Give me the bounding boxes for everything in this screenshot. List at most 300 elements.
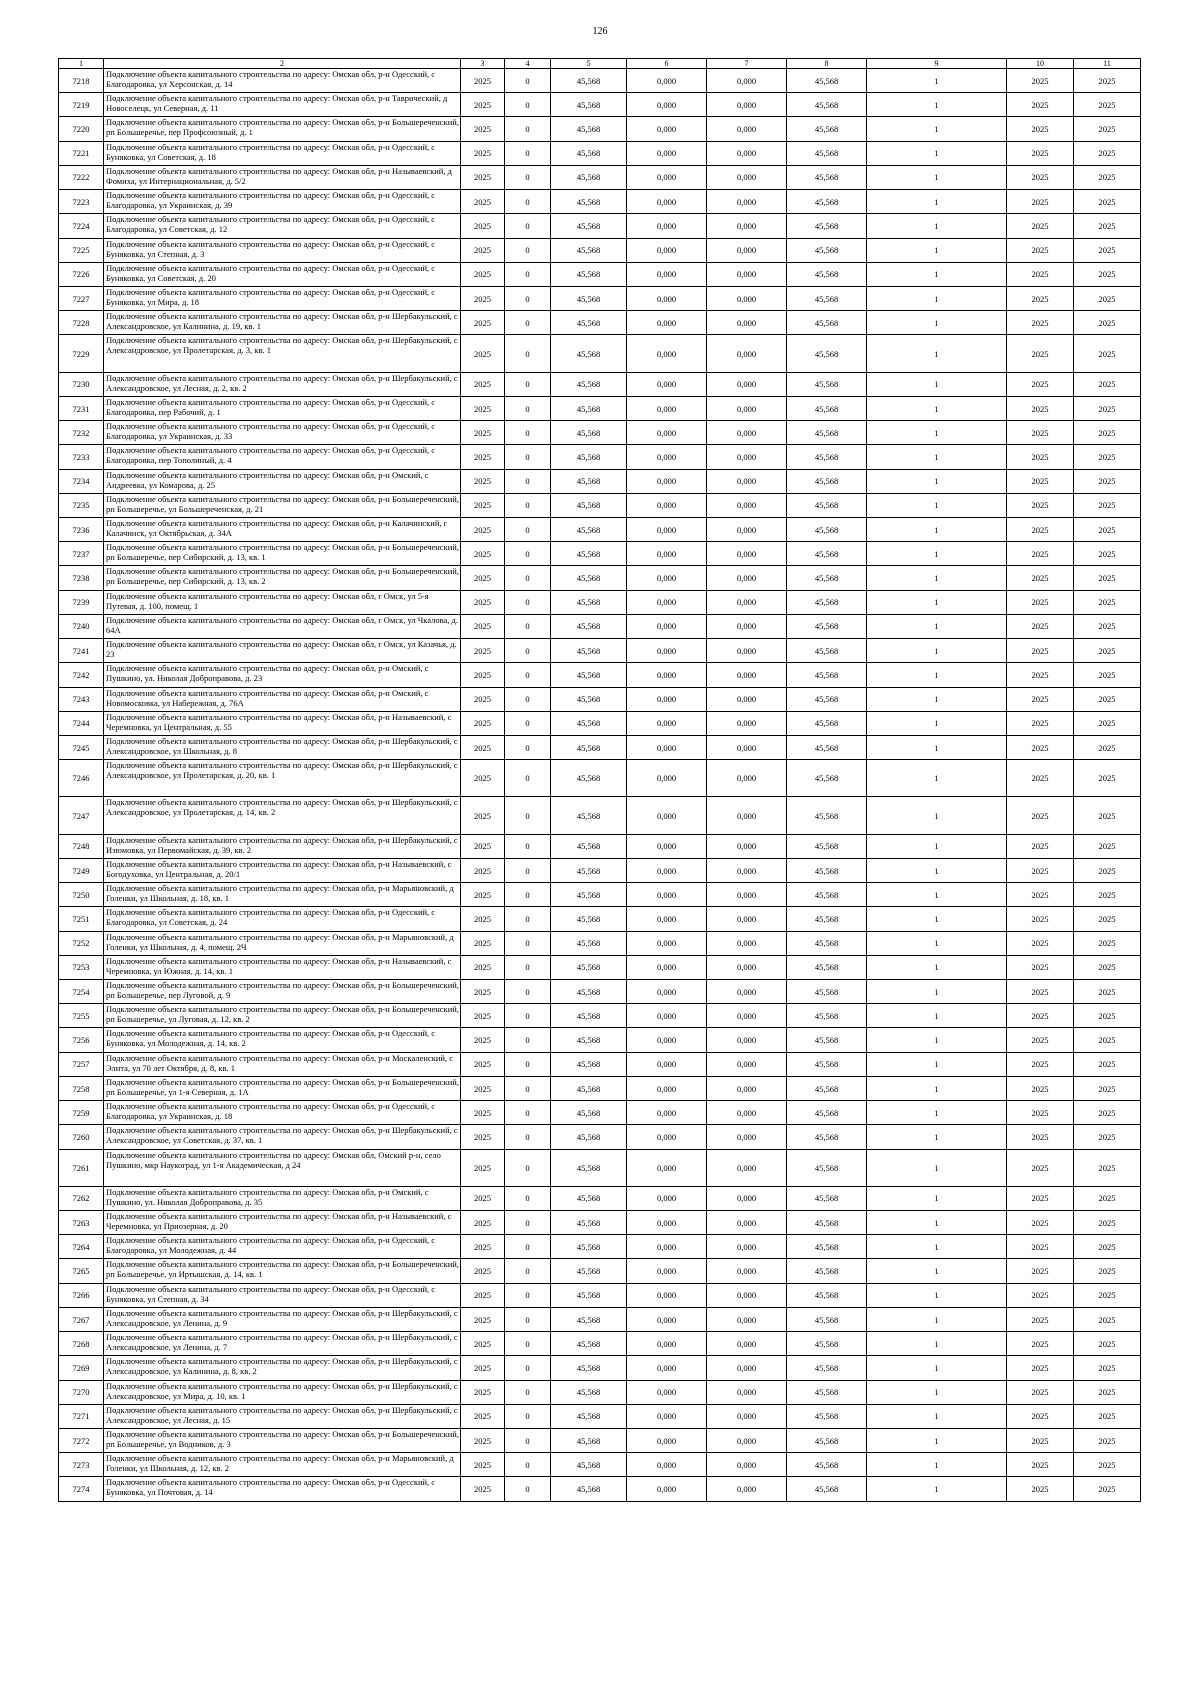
value-cell: 0,000 — [627, 980, 707, 1004]
value-cell: 0,000 — [627, 955, 707, 979]
value-cell: 0 — [505, 117, 551, 141]
row-number-cell: 7266 — [59, 1283, 104, 1307]
count-cell: 1 — [867, 190, 1007, 214]
description-cell: Подключение объекта капитального строительства по адресу: Омская обл, р-н Называевский, с Черемновка, ул Центральная, д. 55 — [104, 711, 461, 735]
count-cell: 1 — [867, 1283, 1007, 1307]
year-cell: 2025 — [461, 542, 505, 566]
value-cell: 45,568 — [787, 1186, 867, 1210]
row-number-cell: 7248 — [59, 834, 104, 858]
year-cell: 2025 — [1074, 1101, 1141, 1125]
table-row — [59, 931, 1141, 955]
count-cell: 1 — [867, 69, 1007, 93]
year-cell: 2025 — [1074, 797, 1141, 834]
row-number-cell: 7261 — [59, 1149, 104, 1186]
value-cell: 0,000 — [707, 1028, 787, 1052]
row-number-cell: 7272 — [59, 1429, 104, 1453]
value-cell: 45,568 — [787, 1429, 867, 1453]
value-cell: 0,000 — [707, 1149, 787, 1186]
value-cell: 0,000 — [627, 614, 707, 638]
value-cell: 0 — [505, 396, 551, 420]
value-cell: 0,000 — [627, 907, 707, 931]
value-cell: 0,000 — [627, 1404, 707, 1428]
count-cell: 1 — [867, 445, 1007, 469]
value-cell: 0 — [505, 1028, 551, 1052]
row-number-cell: 7235 — [59, 493, 104, 517]
description-cell: Подключение объекта капитального строительства по адресу: Омская обл, р-н Омский, с Пушкино, ул. Николая Доброправова, д. 23 — [104, 663, 461, 687]
value-cell: 0,000 — [707, 980, 787, 1004]
value-cell: 45,568 — [787, 566, 867, 590]
value-cell: 45,568 — [787, 1356, 867, 1380]
value-cell: 45,568 — [787, 93, 867, 117]
count-cell: 1 — [867, 517, 1007, 541]
table-row — [59, 69, 1141, 93]
year-cell: 2025 — [1007, 262, 1074, 286]
count-cell: 1 — [867, 834, 1007, 858]
value-cell: 45,568 — [551, 493, 627, 517]
row-number-cell: 7267 — [59, 1307, 104, 1331]
table-row — [59, 1429, 1141, 1453]
count-cell: 1 — [867, 614, 1007, 638]
value-cell: 0,000 — [707, 1004, 787, 1028]
count-cell: 1 — [867, 1453, 1007, 1477]
count-cell: 1 — [867, 1332, 1007, 1356]
value-cell: 45,568 — [787, 639, 867, 663]
value-cell: 45,568 — [551, 1076, 627, 1100]
year-cell: 2025 — [461, 797, 505, 834]
value-cell: 0,000 — [707, 907, 787, 931]
table-row — [59, 93, 1141, 117]
value-cell: 45,568 — [551, 687, 627, 711]
year-cell: 2025 — [1007, 931, 1074, 955]
value-cell: 45,568 — [551, 1380, 627, 1404]
year-cell: 2025 — [1007, 372, 1074, 396]
description-cell: Подключение объекта капитального строительства по адресу: Омская обл, р-н Шербакульский, с Александровское, ул Мира, д. 10, кв. 1 — [104, 1380, 461, 1404]
value-cell: 45,568 — [551, 1332, 627, 1356]
year-cell: 2025 — [1007, 1453, 1074, 1477]
value-cell: 45,568 — [787, 445, 867, 469]
count-cell: 1 — [867, 1076, 1007, 1100]
table-row — [59, 1307, 1141, 1331]
value-cell: 0 — [505, 1211, 551, 1235]
table-row — [59, 286, 1141, 310]
year-cell: 2025 — [461, 858, 505, 882]
value-cell: 45,568 — [787, 735, 867, 759]
value-cell: 45,568 — [787, 141, 867, 165]
row-number-cell: 7264 — [59, 1235, 104, 1259]
year-cell: 2025 — [1007, 286, 1074, 310]
value-cell: 0,000 — [627, 69, 707, 93]
year-cell: 2025 — [1074, 493, 1141, 517]
year-cell: 2025 — [1007, 1052, 1074, 1076]
table-row — [59, 1283, 1141, 1307]
count-cell: 1 — [867, 335, 1007, 372]
value-cell: 0 — [505, 663, 551, 687]
year-cell: 2025 — [461, 760, 505, 797]
column-header: 9 — [867, 59, 1007, 69]
value-cell: 45,568 — [551, 190, 627, 214]
year-cell: 2025 — [461, 1380, 505, 1404]
value-cell: 0,000 — [627, 1076, 707, 1100]
value-cell: 0 — [505, 797, 551, 834]
value-cell: 45,568 — [787, 1076, 867, 1100]
table-row — [59, 421, 1141, 445]
table-row — [59, 834, 1141, 858]
table-row — [59, 1076, 1141, 1100]
value-cell: 45,568 — [551, 311, 627, 335]
description-cell: Подключение объекта капитального строительства по адресу: Омская обл, р-н Шербакульский, с Изюмовка, ул Первомайская, д. 39, кв. 2 — [104, 834, 461, 858]
table-row — [59, 639, 1141, 663]
row-number-cell: 7247 — [59, 797, 104, 834]
year-cell: 2025 — [461, 1186, 505, 1210]
value-cell: 0,000 — [627, 1235, 707, 1259]
description-cell: Подключение объекта капитального строительства по адресу: Омская обл, р-н Одесский, с Буняковка, ул Степная, д. 3 — [104, 238, 461, 262]
column-header: 10 — [1007, 59, 1074, 69]
value-cell: 45,568 — [787, 421, 867, 445]
value-cell: 45,568 — [551, 1028, 627, 1052]
value-cell: 45,568 — [551, 1404, 627, 1428]
count-cell: 1 — [867, 760, 1007, 797]
row-number-cell: 7256 — [59, 1028, 104, 1052]
value-cell: 45,568 — [787, 590, 867, 614]
value-cell: 0,000 — [627, 1307, 707, 1331]
year-cell: 2025 — [461, 1356, 505, 1380]
row-number-cell: 7223 — [59, 190, 104, 214]
row-number-cell: 7221 — [59, 141, 104, 165]
description-cell: Подключение объекта капитального строительства по адресу: Омская обл, р-н Одесский, с Благодаровка, ул Украинская, д. 39 — [104, 190, 461, 214]
year-cell: 2025 — [1007, 1332, 1074, 1356]
value-cell: 0,000 — [627, 687, 707, 711]
year-cell: 2025 — [1007, 980, 1074, 1004]
table-row — [59, 141, 1141, 165]
value-cell: 0,000 — [707, 1076, 787, 1100]
year-cell: 2025 — [1007, 421, 1074, 445]
value-cell: 45,568 — [787, 711, 867, 735]
year-cell: 2025 — [1074, 1211, 1141, 1235]
value-cell: 45,568 — [551, 93, 627, 117]
year-cell: 2025 — [1007, 117, 1074, 141]
value-cell: 0,000 — [627, 639, 707, 663]
year-cell: 2025 — [1074, 1404, 1141, 1428]
row-number-cell: 7233 — [59, 445, 104, 469]
year-cell: 2025 — [1074, 760, 1141, 797]
value-cell: 0,000 — [627, 1211, 707, 1235]
column-header: 8 — [787, 59, 867, 69]
row-number-cell: 7259 — [59, 1101, 104, 1125]
count-cell: 1 — [867, 311, 1007, 335]
table-row — [59, 335, 1141, 372]
value-cell: 0 — [505, 590, 551, 614]
value-cell: 45,568 — [787, 493, 867, 517]
table-row — [59, 797, 1141, 834]
value-cell: 0,000 — [707, 1356, 787, 1380]
column-header: 3 — [461, 59, 505, 69]
value-cell: 0,000 — [707, 1404, 787, 1428]
value-cell: 0,000 — [707, 1307, 787, 1331]
year-cell: 2025 — [1074, 883, 1141, 907]
value-cell: 0,000 — [627, 1453, 707, 1477]
value-cell: 0,000 — [627, 262, 707, 286]
value-cell: 45,568 — [787, 614, 867, 638]
value-cell: 0,000 — [627, 931, 707, 955]
year-cell: 2025 — [1007, 687, 1074, 711]
description-cell: Подключение объекта капитального строительства по адресу: Омская обл, р-н Большереченский, рп Большеречье, пер Сибирский, д. 13, кв. 2 — [104, 566, 461, 590]
year-cell: 2025 — [461, 735, 505, 759]
description-cell: Подключение объекта капитального строительства по адресу: Омская обл, р-н Одесский, с Благодаровка, ул Украинская, д. 33 — [104, 421, 461, 445]
year-cell: 2025 — [1007, 396, 1074, 420]
value-cell: 45,568 — [551, 262, 627, 286]
year-cell: 2025 — [1007, 141, 1074, 165]
count-cell: 1 — [867, 1356, 1007, 1380]
year-cell: 2025 — [1074, 372, 1141, 396]
value-cell: 45,568 — [551, 396, 627, 420]
year-cell: 2025 — [1074, 1429, 1141, 1453]
value-cell: 0,000 — [707, 639, 787, 663]
count-cell: 1 — [867, 1380, 1007, 1404]
value-cell: 45,568 — [551, 1101, 627, 1125]
value-cell: 45,568 — [551, 1259, 627, 1283]
count-cell: 1 — [867, 93, 1007, 117]
table-row — [59, 396, 1141, 420]
column-header: 7 — [707, 59, 787, 69]
year-cell: 2025 — [461, 663, 505, 687]
value-cell: 0,000 — [707, 711, 787, 735]
value-cell: 45,568 — [551, 1477, 627, 1501]
value-cell: 0,000 — [707, 262, 787, 286]
year-cell: 2025 — [1007, 1211, 1074, 1235]
value-cell: 0 — [505, 614, 551, 638]
description-cell: Подключение объекта капитального строительства по адресу: Омская обл, р-н Называевский, с Черемновка, ул Южная, д. 14, кв. 1 — [104, 955, 461, 979]
count-cell: 1 — [867, 566, 1007, 590]
value-cell: 45,568 — [787, 760, 867, 797]
value-cell: 45,568 — [551, 797, 627, 834]
count-cell: 1 — [867, 687, 1007, 711]
table-row — [59, 311, 1141, 335]
year-cell: 2025 — [1007, 69, 1074, 93]
value-cell: 0,000 — [707, 165, 787, 189]
year-cell: 2025 — [461, 421, 505, 445]
description-cell: Подключение объекта капитального строительства по адресу: Омская обл, р-н Шербакульский, с Александровское, ул Пролетарская, д. 20, кв. 1 — [104, 760, 461, 797]
value-cell: 0,000 — [627, 542, 707, 566]
value-cell: 45,568 — [551, 238, 627, 262]
year-cell: 2025 — [1074, 190, 1141, 214]
value-cell: 45,568 — [787, 1149, 867, 1186]
value-cell: 0 — [505, 735, 551, 759]
value-cell: 0 — [505, 1429, 551, 1453]
count-cell: 1 — [867, 883, 1007, 907]
description-cell: Подключение объекта капитального строительства по адресу: Омская обл, р-н Шербакульский, с Александровское, ул Лесная, д. 15 — [104, 1404, 461, 1428]
value-cell: 0 — [505, 907, 551, 931]
year-cell: 2025 — [461, 1076, 505, 1100]
value-cell: 0 — [505, 1125, 551, 1149]
value-cell: 0,000 — [627, 1004, 707, 1028]
year-cell: 2025 — [1007, 1356, 1074, 1380]
value-cell: 0,000 — [707, 117, 787, 141]
description-cell: Подключение объекта капитального строительства по адресу: Омская обл, р-н Шербакульский, с Александровское, ул Пролетарская, д. 3, кв. 1 — [104, 335, 461, 372]
value-cell: 45,568 — [787, 1307, 867, 1331]
value-cell: 45,568 — [787, 262, 867, 286]
value-cell: 0,000 — [627, 286, 707, 310]
year-cell: 2025 — [461, 165, 505, 189]
value-cell: 0 — [505, 1380, 551, 1404]
value-cell: 45,568 — [787, 797, 867, 834]
row-number-cell: 7244 — [59, 711, 104, 735]
year-cell: 2025 — [1007, 469, 1074, 493]
value-cell: 45,568 — [787, 238, 867, 262]
count-cell: 1 — [867, 1404, 1007, 1428]
value-cell: 45,568 — [551, 214, 627, 238]
description-cell: Подключение объекта капитального строительства по адресу: Омская обл, р-н Шербакульский, с Александровское, ул Советская, д. 37, кв. 1 — [104, 1125, 461, 1149]
value-cell: 45,568 — [551, 1429, 627, 1453]
year-cell: 2025 — [1007, 1259, 1074, 1283]
description-cell: Подключение объекта капитального строительства по адресу: Омская обл, р-н Калачинский, г Калачинск, ул Октябрьская, д. 34А — [104, 517, 461, 541]
value-cell: 0,000 — [627, 372, 707, 396]
value-cell: 0,000 — [707, 1235, 787, 1259]
year-cell: 2025 — [461, 141, 505, 165]
value-cell: 45,568 — [551, 1235, 627, 1259]
value-cell: 45,568 — [551, 1211, 627, 1235]
value-cell: 0,000 — [627, 93, 707, 117]
value-cell: 45,568 — [551, 421, 627, 445]
year-cell: 2025 — [1074, 1332, 1141, 1356]
row-number-cell: 7265 — [59, 1259, 104, 1283]
table-row — [59, 493, 1141, 517]
connections-table — [58, 58, 1141, 1502]
row-number-cell: 7226 — [59, 262, 104, 286]
value-cell: 0,000 — [627, 590, 707, 614]
count-cell: 1 — [867, 907, 1007, 931]
row-number-cell: 7257 — [59, 1052, 104, 1076]
year-cell: 2025 — [1007, 1380, 1074, 1404]
count-cell: 1 — [867, 663, 1007, 687]
value-cell: 0 — [505, 493, 551, 517]
value-cell: 0,000 — [707, 311, 787, 335]
value-cell: 45,568 — [551, 445, 627, 469]
year-cell: 2025 — [1074, 1453, 1141, 1477]
value-cell: 0 — [505, 372, 551, 396]
value-cell: 0 — [505, 93, 551, 117]
year-cell: 2025 — [1074, 396, 1141, 420]
value-cell: 0,000 — [707, 566, 787, 590]
year-cell: 2025 — [461, 1404, 505, 1428]
year-cell: 2025 — [1074, 614, 1141, 638]
count-cell: 1 — [867, 396, 1007, 420]
year-cell: 2025 — [461, 517, 505, 541]
table-row — [59, 1125, 1141, 1149]
value-cell: 45,568 — [551, 141, 627, 165]
year-cell: 2025 — [461, 372, 505, 396]
description-cell: Подключение объекта капитального строительства по адресу: Омская обл, р-н Одесский, с Благодаровка, ул Молодежная, д. 44 — [104, 1235, 461, 1259]
year-cell: 2025 — [1074, 1028, 1141, 1052]
value-cell: 0,000 — [707, 1453, 787, 1477]
year-cell: 2025 — [1074, 1186, 1141, 1210]
row-number-cell: 7231 — [59, 396, 104, 420]
row-number-cell: 7238 — [59, 566, 104, 590]
year-cell: 2025 — [1007, 883, 1074, 907]
value-cell: 0,000 — [627, 141, 707, 165]
value-cell: 0 — [505, 214, 551, 238]
value-cell: 45,568 — [551, 907, 627, 931]
year-cell: 2025 — [1007, 1404, 1074, 1428]
row-number-cell: 7253 — [59, 955, 104, 979]
count-cell: 1 — [867, 421, 1007, 445]
description-cell: Подключение объекта капитального строительства по адресу: Омская обл, г Омск, ул Казачья, д. 23 — [104, 639, 461, 663]
value-cell: 0,000 — [707, 493, 787, 517]
value-cell: 45,568 — [551, 590, 627, 614]
value-cell: 0,000 — [707, 69, 787, 93]
column-header: 4 — [505, 59, 551, 69]
year-cell: 2025 — [1007, 238, 1074, 262]
value-cell: 45,568 — [551, 614, 627, 638]
year-cell: 2025 — [1007, 214, 1074, 238]
year-cell: 2025 — [461, 69, 505, 93]
year-cell: 2025 — [1007, 1028, 1074, 1052]
year-cell: 2025 — [461, 493, 505, 517]
count-cell: 1 — [867, 1125, 1007, 1149]
table-row — [59, 1149, 1141, 1186]
year-cell: 2025 — [1074, 1477, 1141, 1501]
value-cell: 0,000 — [707, 1125, 787, 1149]
year-cell: 2025 — [1074, 1307, 1141, 1331]
value-cell: 45,568 — [787, 907, 867, 931]
count-cell: 1 — [867, 1429, 1007, 1453]
value-cell: 45,568 — [551, 858, 627, 882]
value-cell: 0,000 — [627, 1259, 707, 1283]
year-cell: 2025 — [1007, 493, 1074, 517]
row-number-cell: 7232 — [59, 421, 104, 445]
row-number-cell: 7245 — [59, 735, 104, 759]
year-cell: 2025 — [1074, 1149, 1141, 1186]
table-row — [59, 858, 1141, 882]
table-row — [59, 1259, 1141, 1283]
value-cell: 0 — [505, 858, 551, 882]
value-cell: 0,000 — [627, 797, 707, 834]
value-cell: 45,568 — [551, 1149, 627, 1186]
value-cell: 0,000 — [707, 214, 787, 238]
count-cell: 1 — [867, 1028, 1007, 1052]
value-cell: 0,000 — [627, 1052, 707, 1076]
description-cell: Подключение объекта капитального строительства по адресу: Омская обл, р-н Одесский, с Буняковка, ул Почтовая, д. 14 — [104, 1477, 461, 1501]
value-cell: 0,000 — [627, 1283, 707, 1307]
year-cell: 2025 — [1007, 1186, 1074, 1210]
year-cell: 2025 — [1074, 1076, 1141, 1100]
value-cell: 0 — [505, 1235, 551, 1259]
year-cell: 2025 — [1007, 1149, 1074, 1186]
year-cell: 2025 — [461, 1004, 505, 1028]
year-cell: 2025 — [1007, 955, 1074, 979]
value-cell: 0 — [505, 1307, 551, 1331]
year-cell: 2025 — [1074, 1052, 1141, 1076]
row-number-cell: 7274 — [59, 1477, 104, 1501]
year-cell: 2025 — [1007, 797, 1074, 834]
year-cell: 2025 — [461, 834, 505, 858]
value-cell: 45,568 — [551, 69, 627, 93]
value-cell: 45,568 — [787, 1380, 867, 1404]
year-cell: 2025 — [461, 1477, 505, 1501]
description-cell: Подключение объекта капитального строительства по адресу: Омская обл, р-н Большереченский, рп Большеречье, пер Луговой, д. 9 — [104, 980, 461, 1004]
year-cell: 2025 — [461, 955, 505, 979]
description-cell: Подключение объекта капитального строительства по адресу: Омская обл, р-н Одесский, с Благодаровка, ул Херсонская, д. 14 — [104, 69, 461, 93]
count-cell: 1 — [867, 372, 1007, 396]
table-row — [59, 1332, 1141, 1356]
description-cell: Подключение объекта капитального строительства по адресу: Омская обл, р-н Одесский, с Буняковка, ул Степная, д. 34 — [104, 1283, 461, 1307]
value-cell: 0,000 — [707, 687, 787, 711]
value-cell: 0,000 — [707, 1283, 787, 1307]
row-number-cell: 7230 — [59, 372, 104, 396]
year-cell: 2025 — [1074, 117, 1141, 141]
value-cell: 0,000 — [707, 286, 787, 310]
page-number: 126 — [592, 26, 608, 37]
count-cell: 1 — [867, 980, 1007, 1004]
